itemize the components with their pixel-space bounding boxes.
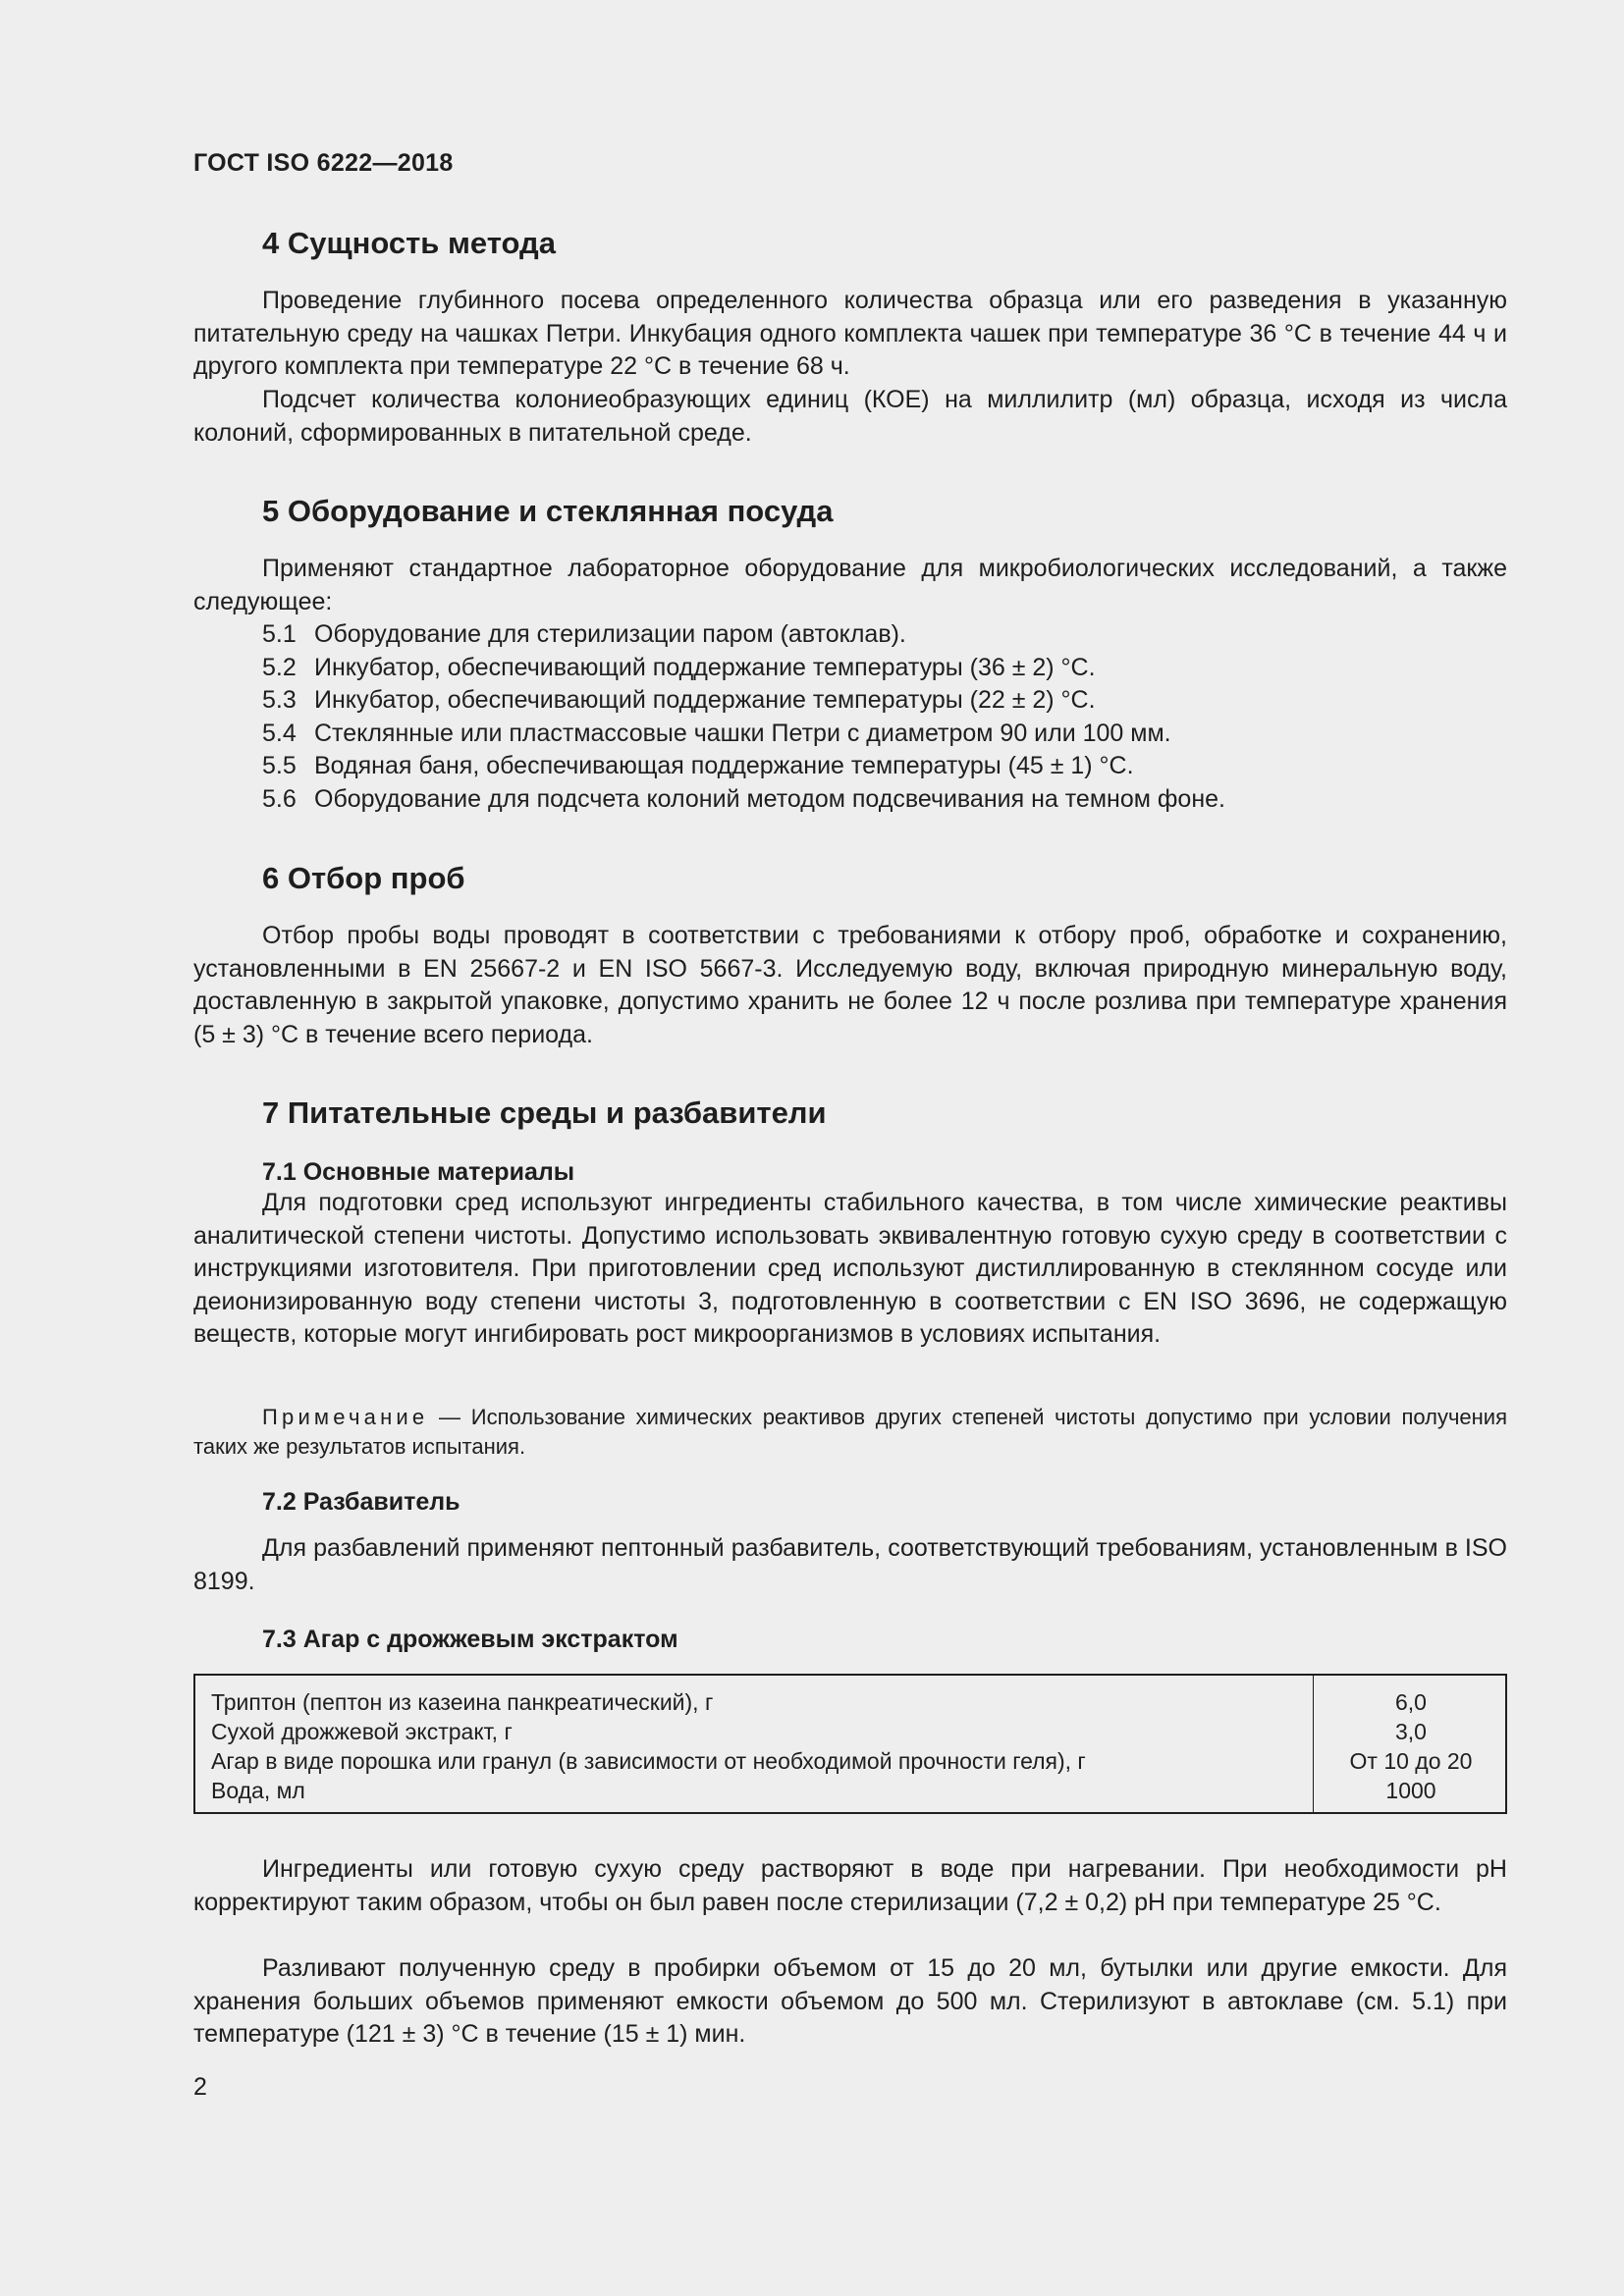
table-row (195, 1746, 1505, 1776)
equipment-list (262, 618, 1225, 817)
item-number: 5.6 (262, 784, 297, 813)
ingredient-quantity: От 10 до 20 (1349, 1748, 1473, 1774)
section-6-heading: 6 Отбор проб (262, 861, 465, 895)
section-4-heading: 4 Сущность метода (262, 226, 556, 260)
table-row (195, 1776, 1505, 1805)
subsection-7-1-heading: 7.1 Основные материалы (262, 1158, 575, 1186)
section-7-heading: 7 Питательные среды и разбавители (262, 1095, 827, 1130)
list-item (262, 652, 1225, 685)
section-4-paragraph-2: Подсчет количества колониеобразующих единиц (КОЕ) на миллилитр (мл) образца, исходя из числа колоний, сформированных в питательной среде. (193, 386, 1507, 447)
ingredients-table (193, 1674, 1507, 1814)
list-item (262, 618, 1225, 652)
list-item (262, 718, 1225, 751)
item-number: 5.1 (262, 620, 297, 648)
item-number: 5.3 (262, 686, 297, 715)
subsection-7-1-paragraph: Для подготовки сред используют ингредиенты стабильного качества, в том числе химические реактивы аналитической степени чистоты. Допустимо использовать эквивалентную готовую сухую среду в соответствии с инструкциями изготовителя. При приготовлении сред используют дистиллированную в стеклянном сосуде или деионизированную воду степени чистоты 3, подготовленную в соответствии с EN ISO 3696, не содержащую веществ, которые могут ингибировать рост микроорганизмов в условиях испытания. (193, 1189, 1507, 1349)
subsection-7-2-paragraph: Для разбавлений применяют пептонный разбавитель, соответствующий требованиям, установленным в ISO 8199. (193, 1534, 1507, 1595)
section-5-intro: Применяют стандартное лабораторное оборудование для микробиологических исследований, а также следующее: (193, 555, 1507, 615)
item-number: 5.2 (262, 653, 297, 681)
item-number: 5.4 (262, 719, 297, 747)
item-text: Инкубатор, обеспечивающий поддержание температуры (22 ± 2) °С. (314, 686, 1096, 715)
subsection-7-3-paragraph-2: Разливают полученную среду в пробирки объемом от 15 до 20 мл, бутылки или другие емкости. Для хранения больших объемов применяют емкости объемом до 500 мл. Стерилизуют в автоклаве (см. 5.1) при температуре (121 ± 3) °С в течение (15 ± 1) мин. (193, 1954, 1507, 2049)
ingredient-name: Вода, мл (211, 1778, 305, 1803)
note-label: Примечание (262, 1405, 429, 1429)
list-item (262, 684, 1225, 718)
ingredient-name: Сухой дрожжевой экстракт, г (211, 1719, 513, 1744)
item-text: Оборудование для подсчета колоний методом подсвечивания на темном фоне. (314, 784, 1225, 813)
item-number: 5.5 (262, 752, 297, 780)
ingredient-name: Агар в виде порошка или гранул (в зависимости от необходимой прочности геля), г (211, 1748, 1086, 1774)
section-6-paragraph: Отбор пробы воды проводят в соответствии с требованиями к отбору проб, обработке и сохранению, установленными в EN 25667-2 и EN ISO 5667-3. Исследуемую воду, включая природную минеральную воду, доставленную в закрытой упаковке, допустимо хранить не более 12 ч после розлива при температуре хранения (5 ± 3) °С в течение всего периода. (193, 922, 1507, 1048)
section-5-heading: 5 Оборудование и стеклянная посуда (262, 494, 834, 528)
item-text: Стеклянные или пластмассовые чашки Петри с диаметром 90 или 100 мм. (314, 719, 1171, 747)
document-code: ГОСТ ISO 6222—2018 (193, 149, 454, 177)
ingredient-quantity: 1000 (1385, 1778, 1436, 1803)
list-item (262, 783, 1225, 817)
subsection-7-3-paragraph-1: Ингредиенты или готовую сухую среду растворяют в воде при нагревании. При необходимости pH корректируют таким образом, чтобы он был равен после стерилизации (7,2 ± 0,2) pH при температуре 25 °С. (193, 1855, 1507, 1916)
list-item (262, 750, 1225, 783)
table-row (195, 1687, 1505, 1717)
page-number: 2 (193, 2073, 207, 2101)
item-text: Водяная баня, обеспечивающая поддержание температуры (45 ± 1) °С. (314, 752, 1134, 780)
ingredient-quantity: 6,0 (1395, 1689, 1427, 1715)
subsection-7-3-heading: 7.3 Агар с дрожжевым экстрактом (262, 1626, 678, 1653)
table-row (195, 1717, 1505, 1746)
ingredient-name: Триптон (пептон из казеина панкреатический), г (211, 1689, 714, 1715)
note-text: Использование химических реактивов других степеней чистоты допустимо при условии получения таких же результатов испытания. (193, 1405, 1507, 1459)
ingredient-quantity: 3,0 (1395, 1719, 1427, 1744)
item-text: Инкубатор, обеспечивающий поддержание температуры (36 ± 2) °С. (314, 653, 1096, 681)
section-4-paragraph-1: Проведение глубинного посева определенного количества образца или его разведения в указанную питательную среду на чашках Петри. Инкубация одного комплекта чашек при температуре 36 °С в течение 44 ч и другого комплекта при температуре 22 °С в течение 68 ч. (193, 287, 1507, 381)
item-text: Оборудование для стерилизации паром (автоклав). (314, 620, 906, 648)
note: Примечание — Использование химических реактивов других степеней чистоты допустимо при условии получения таких же результатов испытания. (193, 1405, 1507, 1459)
subsection-7-2-heading: 7.2 Разбавитель (262, 1488, 460, 1516)
